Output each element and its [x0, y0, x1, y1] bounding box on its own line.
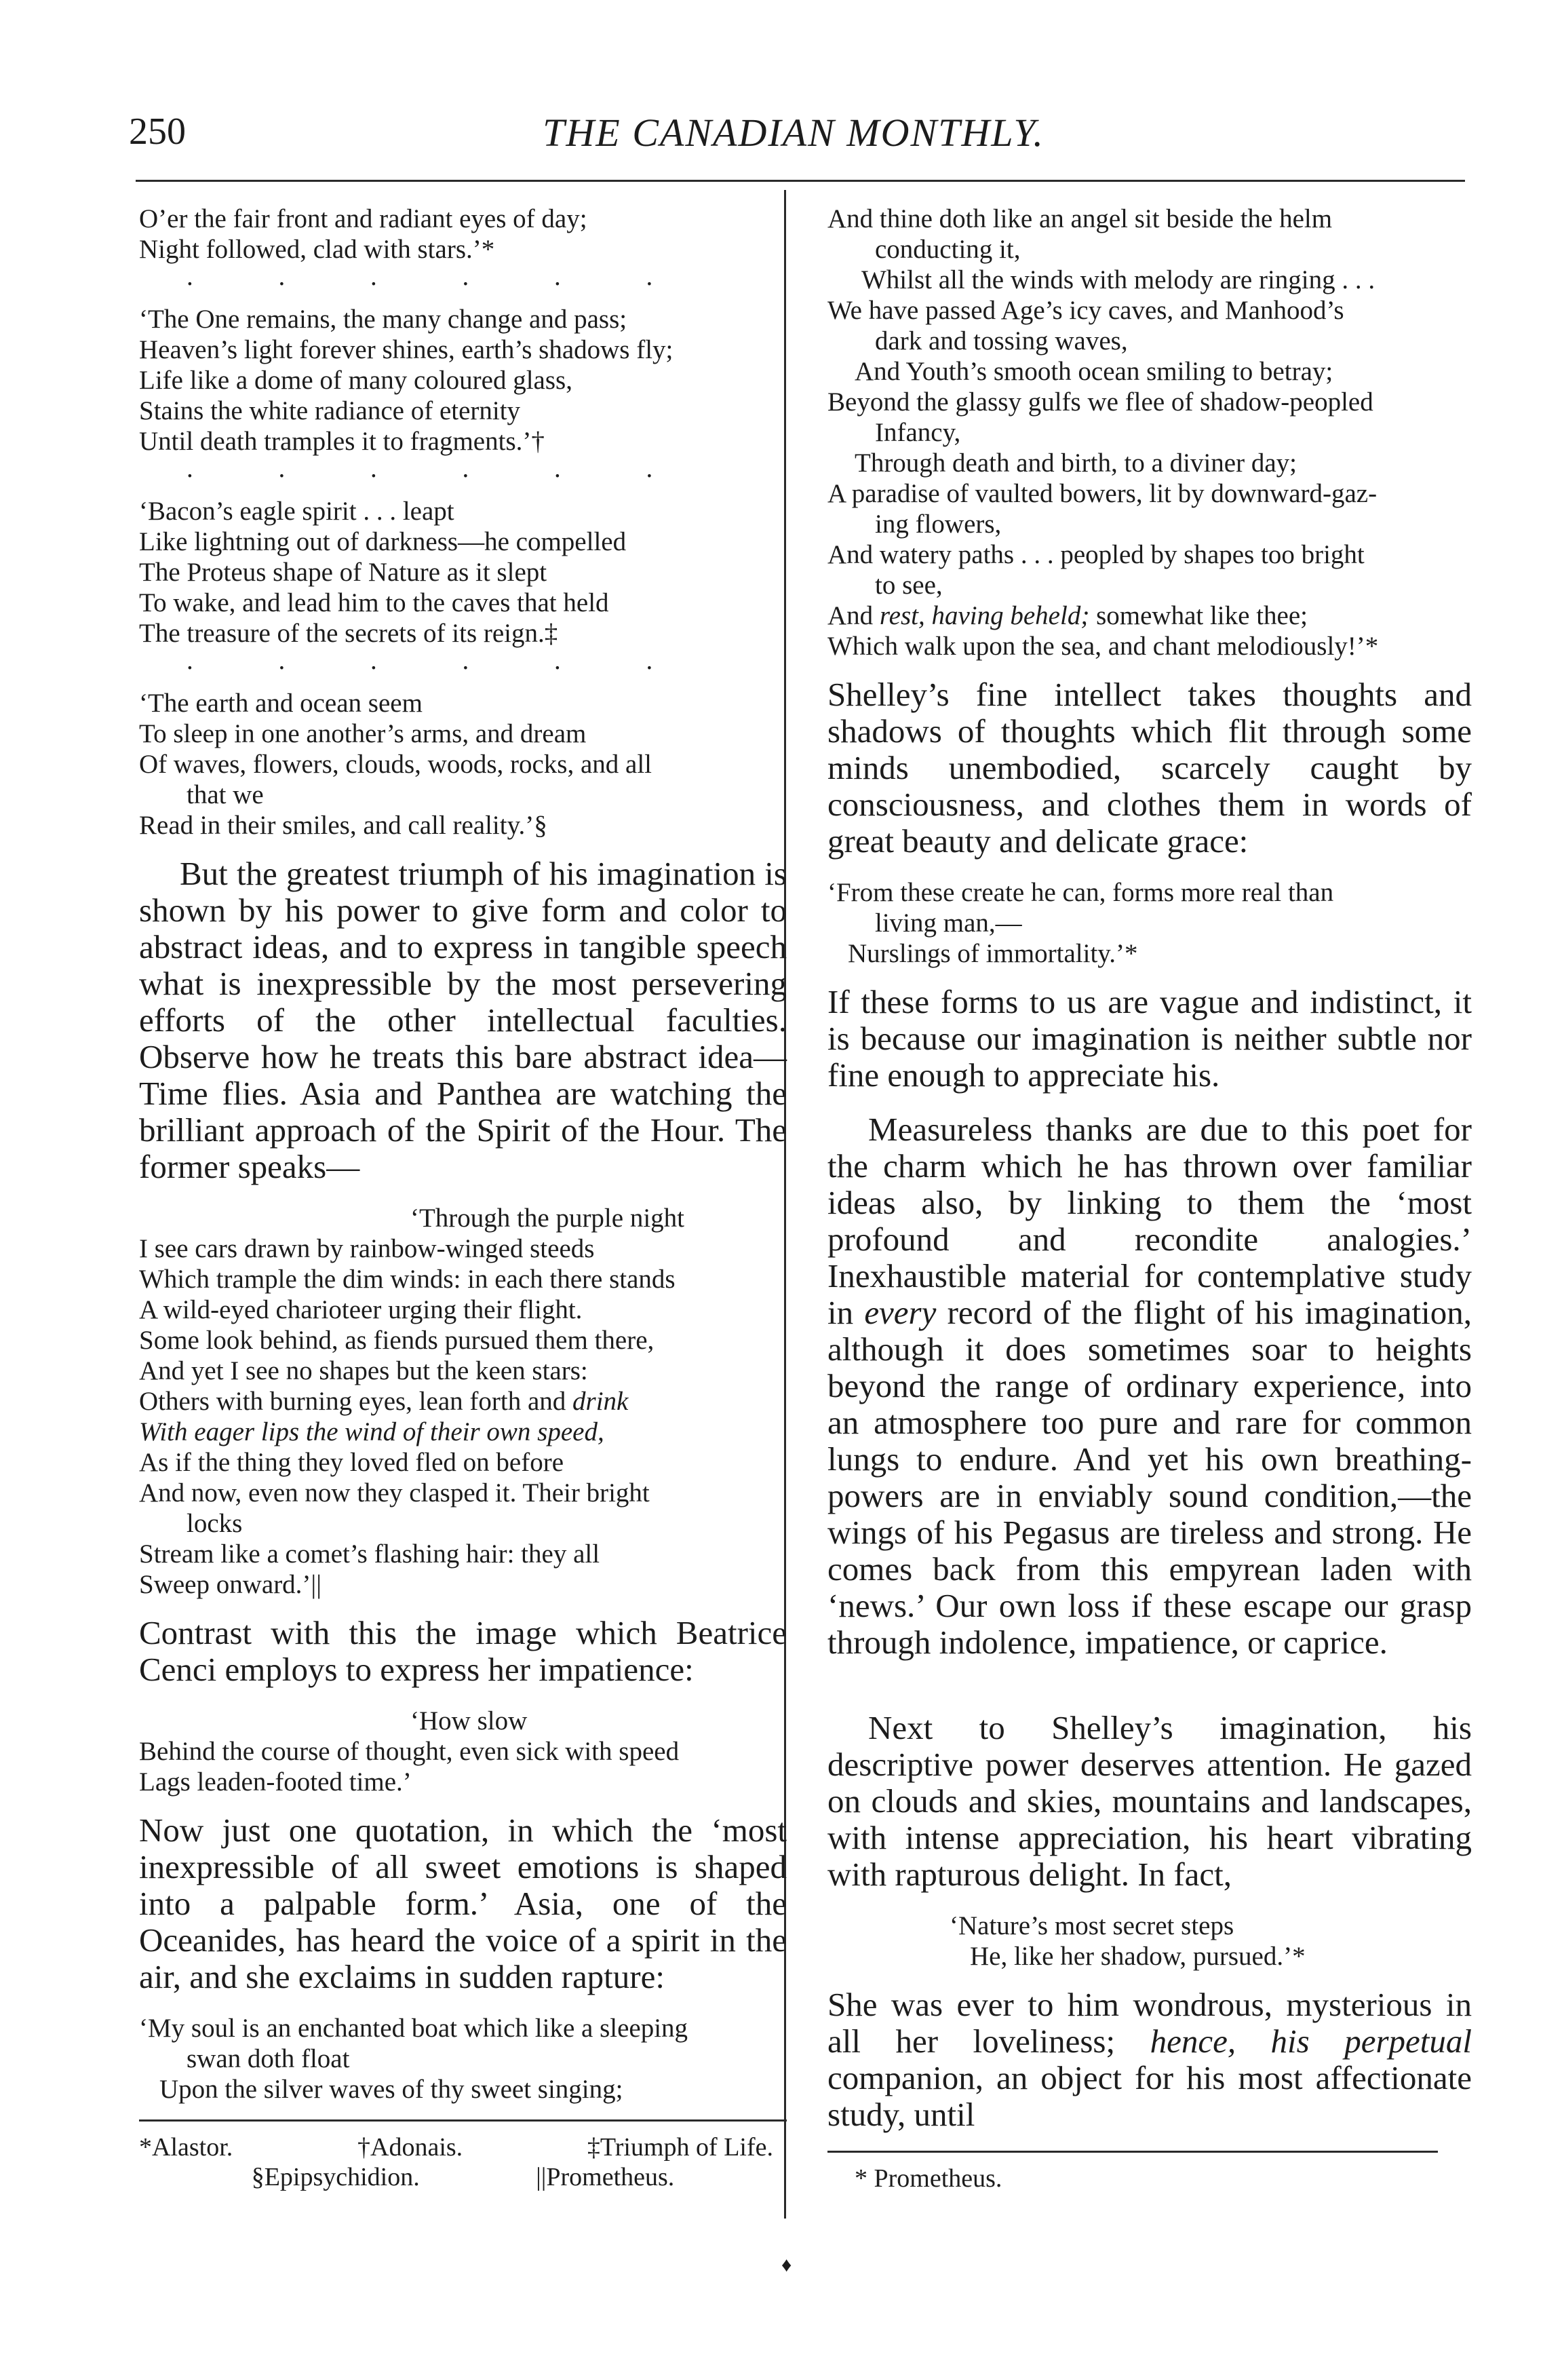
verse-line [139, 1386, 787, 1417]
quote-through-the-purple-night [139, 1203, 787, 1600]
footnote: †Adonais. [357, 2133, 463, 2162]
verse-line: ‘Nature’s most secret steps [950, 1911, 1234, 1940]
verse-line: ‘The One remains, the many change and pass; [139, 305, 627, 334]
verse-line: ‘My soul is an enchanted boat which like a sleeping [139, 2014, 688, 2043]
prose-text: companion, an object for his most affectionate study, until [827, 2059, 1472, 2133]
verse-line: to see, [875, 571, 943, 600]
quote-adonais [139, 304, 787, 481]
verse-line: Which trample the dim winds: in each there stands [139, 1265, 676, 1294]
prose-text: Measureless thanks are due to this poet for the charm which he has thrown over familiar ideas also, by linking to them the ‘most profound and recondite analogies.’ Inexhaustible material for contemplative study in [827, 1111, 1472, 1331]
ellipsis-dots: . . . . . . [187, 646, 692, 675]
paragraph-fine-intellect: Shelley’s fine intellect takes thoughts and shadows of thoughts which flit through some minds unembodied, scarcely caught by consciousness, and clothes them in words of great beauty and delicate grace: [827, 676, 1472, 860]
italic-word: every [864, 1294, 937, 1331]
quote-natures-secret-steps [827, 1911, 1472, 1972]
verse-text: somewhat like thee; [1096, 601, 1308, 630]
quote-epipsychidion [139, 688, 787, 841]
verse-line: We have passed Age’s icy caves, and Manhood’s [827, 296, 1344, 325]
verse-line: locks [187, 1509, 243, 1538]
verse-line: He, like her shadow, pursued.’* [970, 1942, 1306, 1971]
footnote: §Epipsychidion. [251, 2163, 420, 2191]
verse-line: The Proteus shape of Nature as it slept [139, 558, 547, 587]
verse-line: Some look behind, as fiends pursued them there, [139, 1326, 655, 1355]
italic-phrase: rest, having beheld; [879, 601, 1090, 630]
running-title: THE CANADIAN MONTHLY. [543, 111, 1044, 155]
verse-line: Like lightning out of darkness—he compelled [139, 527, 627, 556]
verse-line: Lags leaden-footed time.’ [139, 1767, 412, 1797]
verse-line: I see cars drawn by rainbow-winged steeds [139, 1234, 595, 1263]
verse-line: ‘Through the purple night [410, 1204, 684, 1233]
verse-line: living man,— [875, 908, 1022, 938]
verse-line: To wake, and lead him to the caves that held [139, 588, 609, 617]
verse-line: A wild-eyed charioteer urging their flight. [139, 1295, 583, 1324]
footnote: ||Prometheus. [536, 2163, 675, 2191]
printer-mark: ♦ [781, 2254, 792, 2276]
verse-line: Read in their smiles, and call reality.’§ [139, 811, 547, 840]
quote-triumph-of-life [139, 496, 787, 673]
verse-line: that we [187, 780, 264, 809]
verse-line: Through death and birth, to a diviner day; [855, 448, 1297, 478]
verse-line: ‘From these create he can, forms more real than [827, 878, 1334, 907]
quote-my-soul-continued [827, 204, 1472, 661]
verse-line: Upon the silver waves of thy sweet singing; [159, 2075, 623, 2104]
verse-line: Until death tramples it to fragments.’† [139, 427, 545, 456]
verse-line: And yet I see no shapes but the keen stars: [139, 1356, 588, 1385]
prose-text: She was ever to him wondrous, mysterious in all her loveliness; [827, 1986, 1472, 2060]
quote-alastor [139, 204, 787, 289]
verse-line: The treasure of the secrets of its reign.‡ [139, 619, 558, 648]
footnote: * Prometheus. [855, 2164, 1002, 2193]
verse-line: dark and tossing waves, [875, 326, 1128, 356]
verse-line: And now, even now they clasped it. Their bright [139, 1478, 650, 1508]
footnotes-left [139, 2132, 787, 2192]
paragraph-one-quotation: Now just one quotation, in which the ‘most inexpressible of all sweet emotions is shaped into a palpable form.’ Asia, one of the Oceanides, has heard the voice of a spirit in the air, and she exclaims in sudden rapture: [139, 1811, 787, 1995]
verse-line: Stains the white radiance of eternity [139, 396, 521, 425]
quote-how-slow [139, 1706, 787, 1797]
verse-line: As if the thing they loved fled on before [139, 1448, 564, 1477]
verse-line: Which walk upon the sea, and chant melodiously!’* [827, 632, 1379, 661]
paragraph-vague-forms: If these forms to us are vague and indistinct, it is because our imagination is neither subtle nor fine enough to appreciate his. [827, 983, 1472, 1094]
italic-word: drink [572, 1387, 629, 1416]
verse-line: ‘How slow [410, 1706, 528, 1735]
footnote: *Alastor. [139, 2133, 233, 2162]
verse-line: O’er the fair front and radiant eyes of day; [139, 204, 587, 233]
footnotes-right [827, 2164, 1472, 2193]
footnote: ‡Triumph of Life. [587, 2133, 773, 2162]
verse-text: Others with burning eyes, lean forth and [139, 1387, 566, 1416]
verse-line: ing flowers, [875, 510, 1002, 539]
verse-line: ‘The earth and ocean seem [139, 689, 423, 718]
verse-line: Beyond the glassy gulfs we flee of shadow-peopled [827, 387, 1373, 417]
verse-text: And [827, 601, 874, 630]
paragraph-contrast: Contrast with this the image which Beatrice Cenci employs to express her impatience: [139, 1614, 787, 1688]
footnote-rule [139, 2119, 787, 2122]
verse-line: Life like a dome of many coloured glass, [139, 366, 572, 395]
footnote-row [139, 2132, 787, 2162]
verse-line: Of waves, flowers, clouds, woods, rocks, and all [139, 750, 652, 779]
verse-line: Stream like a comet’s flashing hair: they all [139, 1539, 600, 1569]
verse-line: Heaven’s light forever shines, earth’s shadows fly; [139, 335, 673, 364]
header-rule [136, 180, 1465, 182]
verse-line: Behind the course of thought, even sick with speed [139, 1737, 680, 1766]
verse-line: And watery paths . . . peopled by shapes too bright [827, 540, 1365, 569]
verse-line-italic: With eager lips the wind of their own speed, [139, 1417, 604, 1446]
verse-line: ‘Bacon’s eagle spirit . . . leapt [139, 497, 454, 526]
footnote-rule [827, 2151, 1438, 2153]
paragraph-greatest-triumph: But the greatest triumph of his imagination is shown by his power to give form and color to abstract ideas, and to express in tangible speech what is inexpressible by the most persevering efforts of the other intellectual faculties. Observe how he treats this bare abstract idea—Time flies. Asia and Panthea are watching the brilliant approach of the Spirit of the Hour. The former speaks— [139, 855, 787, 1185]
verse-line: Infancy, [875, 418, 961, 447]
verse-line [827, 600, 1472, 631]
verse-line: To sleep in one another’s arms, and dream [139, 719, 587, 748]
quote-enchanted-boat [139, 2013, 787, 2105]
paragraph-descriptive-power: Next to Shelley’s imagination, his descriptive power deserves attention. He gazed on clouds and skies, mountains and landscapes, with intense appreciation, his heart vibrating with rapturous delight. In fact, [827, 1709, 1472, 1893]
verse-line: conducting it, [875, 235, 1021, 264]
quote-from-these-create [827, 877, 1472, 969]
ellipsis-dots: . . . . . . [187, 262, 692, 291]
verse-line: A paradise of vaulted bowers, lit by downward-gaz- [827, 479, 1378, 508]
section-gap [827, 1678, 1472, 1710]
verse-line: Sweep onward.’|| [139, 1570, 322, 1599]
right-column [827, 204, 1472, 2193]
paragraph-wondrous [827, 1986, 1472, 2133]
verse-line: swan doth float [187, 2044, 350, 2073]
paragraph-measureless-thanks [827, 1111, 1472, 1661]
page-header [122, 110, 1465, 157]
left-column [139, 204, 787, 2192]
verse-line: Nurslings of immortality.’* [848, 939, 1138, 968]
verse-line: Whilst all the winds with melody are ringing . . . [861, 265, 1375, 294]
page-number: 250 [129, 111, 186, 153]
italic-phrase: hence, his perpetual [1150, 2022, 1472, 2060]
ellipsis-dots: . . . . . . [187, 454, 692, 483]
footnote-row [139, 2162, 787, 2192]
prose-text: record of the flight of his imagination, although it does sometimes soar to heights beyond the range of ordinary experience, into an atmosphere too pure and rare for common lungs to endure. And yet his own breathing-powers are in enviably sound condition,—the wings of his Pegasus are tireless and strong. He comes back from this empyrean laden with ‘news.’ Our own loss if these escape our grasp through indolence, impatience, or caprice. [827, 1294, 1472, 1661]
verse-line: And thine doth like an angel sit beside the helm [827, 204, 1333, 233]
verse-line: And Youth’s smooth ocean smiling to betray; [855, 357, 1333, 386]
verse-line: Night followed, clad with stars.’* [139, 235, 495, 264]
